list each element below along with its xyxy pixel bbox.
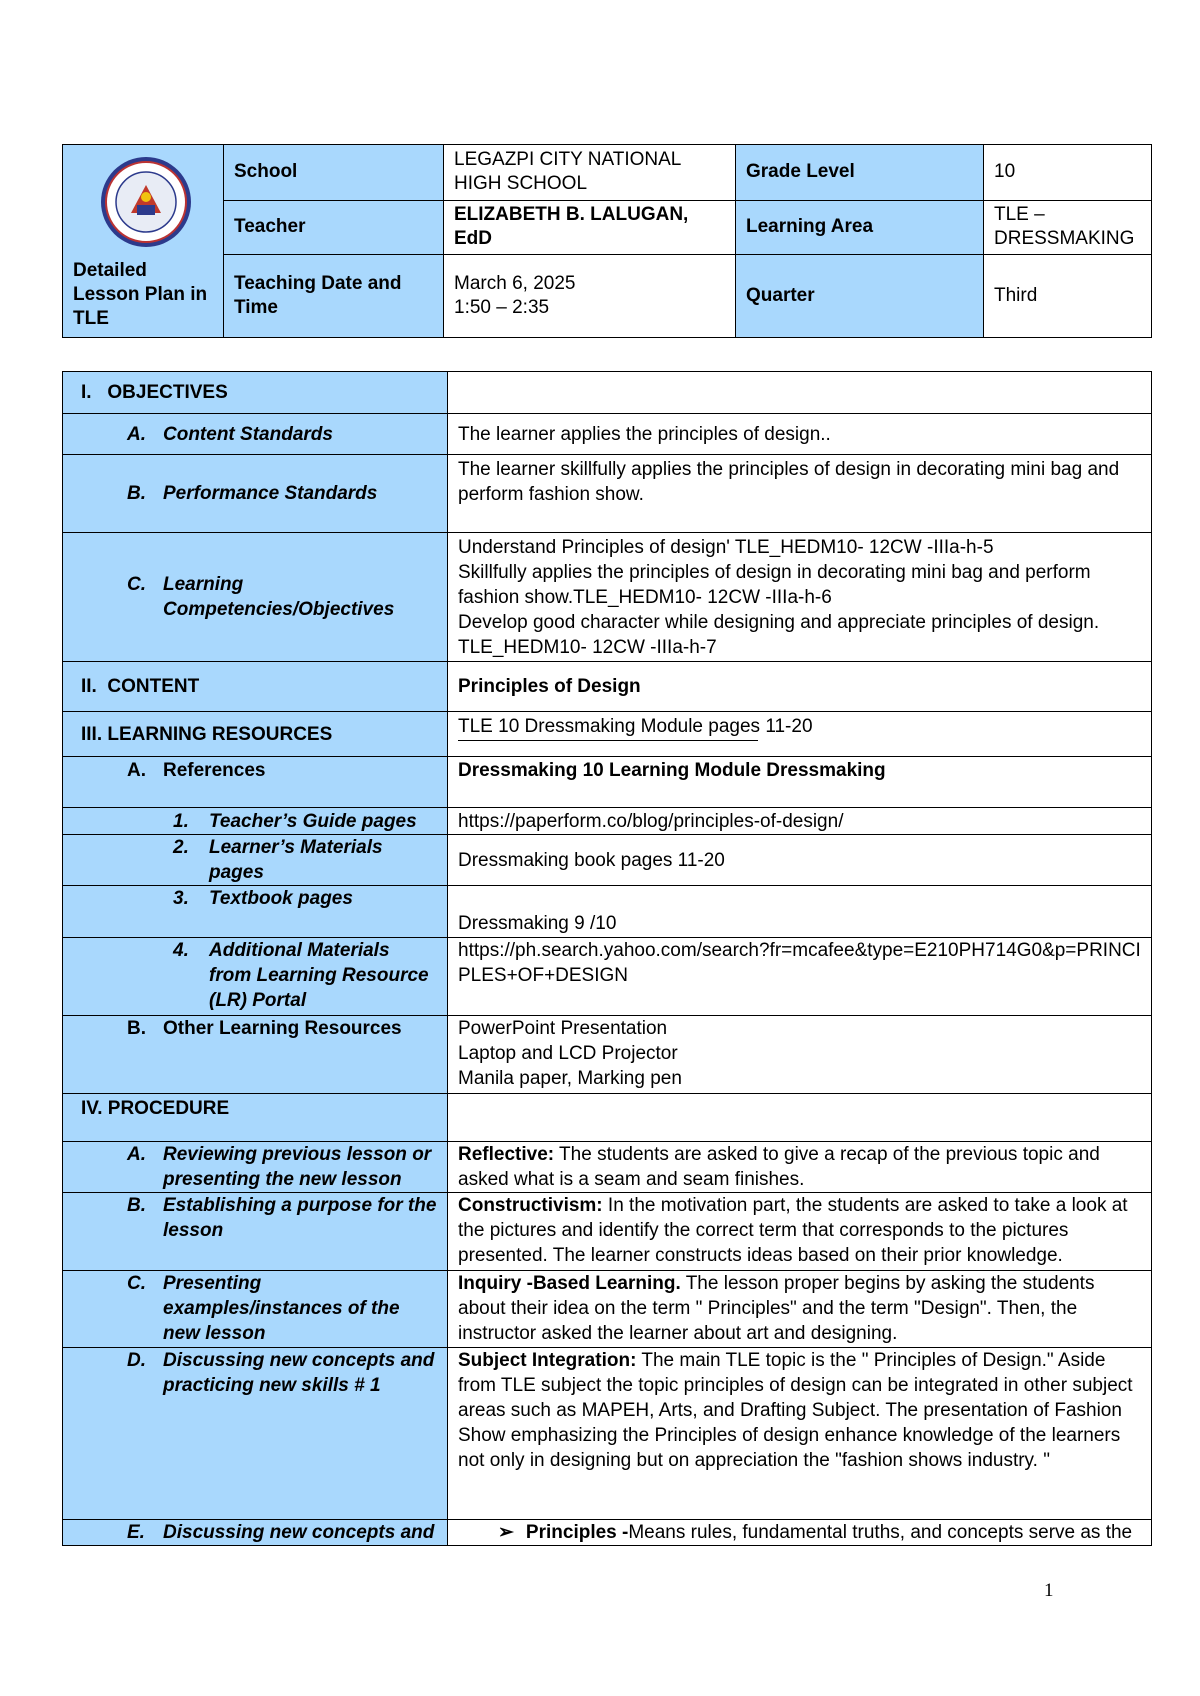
time-value: 1:50 – 2:35 (454, 297, 550, 319)
school-value: LEGAZPI CITY NATIONAL HIGH SCHOOL (444, 145, 736, 201)
objectives-empty (448, 372, 1152, 414)
school-seal-icon (99, 155, 193, 249)
header-table (62, 144, 1152, 338)
learners-materials-value: Dressmaking book pages 11-20 (448, 835, 1152, 886)
school-label: School (224, 145, 444, 201)
content-standards-value: The learner applies the principles of design.. (448, 414, 1152, 455)
competencies-label: C. Learning Competencies/Objectives (63, 533, 448, 662)
teachers-guide-link[interactable]: https://paperform.co/blog/principles-of-design/ (448, 808, 1152, 835)
page-number: 1 (1044, 1580, 1054, 1601)
objectives-heading: I. OBJECTIVES (63, 372, 448, 414)
discussing-1-label: D. Discussing new concepts and practicing new skills # 1 (63, 1348, 448, 1520)
arrow-bullet-icon: ➢ (498, 1522, 514, 1543)
textbook-value: Dressmaking 9 /10 (448, 886, 1152, 938)
teacher-label: Teacher (224, 200, 444, 255)
references-label: A. References (63, 757, 448, 808)
reviewing-value: Reflective: The students are asked to give a recap of the previous topic and asked what is a seam and seam finishes. (448, 1142, 1152, 1193)
competency-line: Develop good character while designing and appreciate principles of design. TLE_HEDM10- 12CW -IIIa-h-7 (458, 612, 1100, 658)
textbook-label: 3. Textbook pages (63, 886, 448, 938)
date-label: Teaching Date and Time (224, 255, 444, 338)
other-resources-label: B. Other Learning Resources (63, 1016, 448, 1094)
teachers-guide-label: 1. Teacher’s Guide pages (63, 808, 448, 835)
module-line: TLE 10 Dressmaking Module pages 11-20 (448, 712, 1152, 757)
teacher-value: ELIZABETH B. LALUGAN, EdD (444, 200, 736, 255)
grade-label: Grade Level (736, 145, 984, 201)
lesson-plan-table (62, 371, 1152, 1546)
purpose-value: Constructivism: In the motivation part, the students are asked to take a look at the pictures and identify the correct term that corresponds to the pictures presented. The learner constructs ideas based on their prior knowledge. (448, 1193, 1152, 1271)
discussing-2-label: E. Discussing new concepts and (63, 1520, 448, 1546)
additional-materials-label: 4. Additional Materials from Learning Resource (LR) Portal (63, 938, 448, 1016)
content-heading: II. CONTENT (63, 662, 448, 712)
resource-line: Manila paper, Marking pen (458, 1068, 682, 1089)
discussing-2-value: ➢ Principles -Means rules, fundamental truths, and concepts serve as the (448, 1520, 1152, 1546)
area-label: Learning Area (736, 200, 984, 255)
procedure-heading: IV. PROCEDURE (63, 1094, 448, 1142)
performance-standards-value: The learner skillfully applies the principles of design in decorating mini bag and perform fashion show. (448, 455, 1152, 533)
title-cell (63, 145, 224, 338)
content-standards-label: A. Content Standards (63, 414, 448, 455)
references-value: Dressmaking 10 Learning Module Dressmaking (448, 757, 1152, 808)
grade-value: 10 (984, 145, 1152, 201)
additional-materials-link[interactable]: https://ph.search.yahoo.com/search?fr=mcafee&type=E210PH714G0&p=PRINCIPLES+OF+DESIGN (448, 938, 1152, 1016)
date-cell (444, 255, 736, 338)
resource-line: PowerPoint Presentation (458, 1018, 668, 1039)
page-title: Detailed Lesson Plan in TLE (73, 260, 208, 329)
discussing-1-value: Subject Integration: The main TLE topic is the " Principles of Design." Aside from TLE subject the topic principles of design can be integrated in other subject areas such as MAPEH, Arts, and Drafting Subject. The presentation of Fashion Show emphasizing the Principles of design enhance knowledge of the learners not only in designing but on appreciation the "fashion shows industry. " (448, 1348, 1152, 1520)
content-value: Principles of Design (448, 662, 1152, 712)
competency-line: Understand Principles of design' TLE_HEDM10- 12CW -IIIa-h-5 (458, 537, 994, 558)
resource-line: Laptop and LCD Projector (458, 1043, 678, 1064)
quarter-label: Quarter (736, 255, 984, 338)
other-resources-value (448, 1016, 1152, 1094)
resources-heading: III. LEARNING RESOURCES (63, 712, 448, 757)
performance-standards-label: B. Performance Standards (63, 455, 448, 533)
reviewing-label: A. Reviewing previous lesson or presenting the new lesson (63, 1142, 448, 1193)
presenting-label: C. Presenting examples/instances of the new lesson (63, 1271, 448, 1348)
competencies-value (448, 533, 1152, 662)
quarter-value: Third (984, 255, 1152, 338)
area-value: TLE – DRESSMAKING (984, 200, 1152, 255)
presenting-value: Inquiry -Based Learning. The lesson proper begins by asking the students about their idea on the term " Principles" and the term "Design". Then, the instructor asked the learner about art and designing. (448, 1271, 1152, 1348)
competency-line: Skillfully applies the principles of design in decorating mini bag and perform fashion show.TLE_HEDM10- 12CW -IIIa-h-6 (458, 562, 1091, 608)
learners-materials-label: 2. Learner’s Materials pages (63, 835, 448, 886)
procedure-empty (448, 1094, 1152, 1142)
purpose-label: B. Establishing a purpose for the lesson (63, 1193, 448, 1271)
underline-decoration (458, 740, 758, 741)
date-value: March 6, 2025 (454, 273, 576, 295)
